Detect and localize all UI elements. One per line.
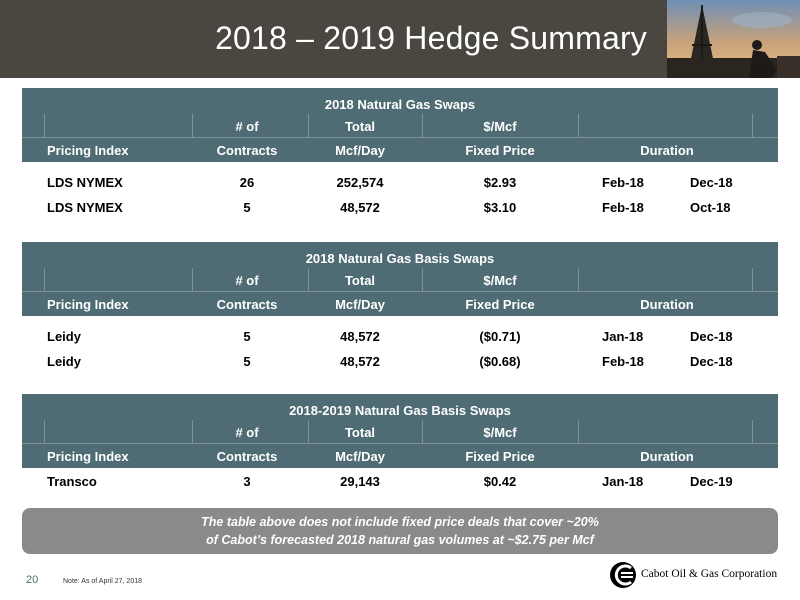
cell-price: $3.10 [483, 200, 517, 215]
cell-price: ($0.71) [479, 329, 521, 344]
table-natural-gas-swaps [22, 88, 778, 215]
note-line-1: The table above does not include fixed price deals that cover ~20% [201, 515, 599, 529]
table-header [22, 268, 778, 316]
col-contracts-top: # of [235, 119, 259, 134]
col-duration: Duration [640, 449, 694, 464]
cell-contracts: 3 [243, 474, 251, 489]
cell-volume: 252,574 [336, 175, 384, 190]
cell-contracts: 26 [239, 175, 255, 190]
note-line-2: of Cabot’s forecasted 2018 natural gas volumes at ~$2.75 per Mcf [206, 533, 594, 547]
table-row [22, 200, 778, 220]
cell-volume: 48,572 [340, 200, 380, 215]
col-volume-top: Total [344, 273, 376, 288]
cell-price: $2.93 [483, 175, 517, 190]
cell-volume: 29,143 [340, 474, 380, 489]
cell-start: Feb-18 [602, 175, 644, 190]
cell-start: Jan-18 [602, 474, 644, 489]
col-contracts: Contracts [216, 297, 278, 312]
table-natural-gas-basis-swaps [22, 242, 778, 369]
table-row [22, 175, 778, 195]
col-volume-top: Total [344, 425, 376, 440]
col-price: Fixed Price [465, 449, 535, 464]
page-title: 2018 – 2019 Hedge Summary [215, 20, 647, 56]
cell-volume: 48,572 [340, 329, 380, 344]
col-price-top: $/Mcf [483, 425, 517, 440]
cell-end: Oct-18 [690, 200, 731, 215]
page-number: 20 [26, 574, 39, 586]
cell-contracts: 5 [243, 200, 251, 215]
col-volume: Mcf/Day [335, 449, 385, 464]
col-contracts-top: # of [235, 273, 259, 288]
col-pricing-index: Pricing Index [47, 143, 129, 158]
table-header [22, 420, 778, 468]
cell-index: Leidy [47, 329, 81, 344]
table-row [22, 354, 778, 374]
col-volume: Mcf/Day [335, 143, 385, 158]
table-row [22, 329, 778, 349]
title-banner [0, 0, 667, 78]
col-pricing-index: Pricing Index [47, 297, 129, 312]
cell-index: Leidy [47, 354, 81, 369]
cell-start: Jan-18 [602, 329, 644, 344]
table-title: 2018 Natural Gas Basis Swaps [22, 242, 778, 268]
col-contracts: Contracts [216, 143, 278, 158]
table-2018-2019-basis-swaps [22, 394, 778, 489]
cell-contracts: 5 [243, 354, 251, 369]
cell-volume: 48,572 [340, 354, 380, 369]
company-logo [609, 561, 779, 589]
table-row [22, 474, 778, 494]
col-price-top: $/Mcf [483, 119, 517, 134]
cell-start: Feb-18 [602, 200, 644, 215]
cell-end: Dec-18 [690, 175, 733, 190]
col-duration: Duration [640, 297, 694, 312]
drilling-rig-photo [667, 0, 800, 78]
col-duration: Duration [640, 143, 694, 158]
table-header [22, 114, 778, 162]
cell-index: LDS NYMEX [47, 200, 123, 215]
col-contracts-top: # of [235, 425, 259, 440]
col-pricing-index: Pricing Index [47, 449, 129, 464]
company-name: Cabot Oil & Gas Corporation [641, 568, 778, 580]
table-title: 2018-2019 Natural Gas Basis Swaps [22, 394, 778, 420]
col-price: Fixed Price [465, 143, 535, 158]
cell-end: Dec-19 [690, 474, 733, 489]
cell-index: Transco [47, 474, 97, 489]
col-price: Fixed Price [465, 297, 535, 312]
table-title: 2018 Natural Gas Swaps [22, 88, 778, 114]
footnote: Note: As of April 27, 2018 [63, 578, 142, 585]
cell-contracts: 5 [243, 329, 251, 344]
col-contracts: Contracts [216, 449, 278, 464]
cell-price: $0.42 [483, 474, 517, 489]
cell-end: Dec-18 [690, 329, 733, 344]
cell-start: Feb-18 [602, 354, 644, 369]
col-volume: Mcf/Day [335, 297, 385, 312]
col-volume-top: Total [344, 119, 376, 134]
col-price-top: $/Mcf [483, 273, 517, 288]
cell-index: LDS NYMEX [47, 175, 123, 190]
cabot-logo-icon [609, 561, 639, 589]
cell-end: Dec-18 [690, 354, 733, 369]
callout-note [22, 508, 778, 554]
cell-price: ($0.68) [479, 354, 521, 369]
